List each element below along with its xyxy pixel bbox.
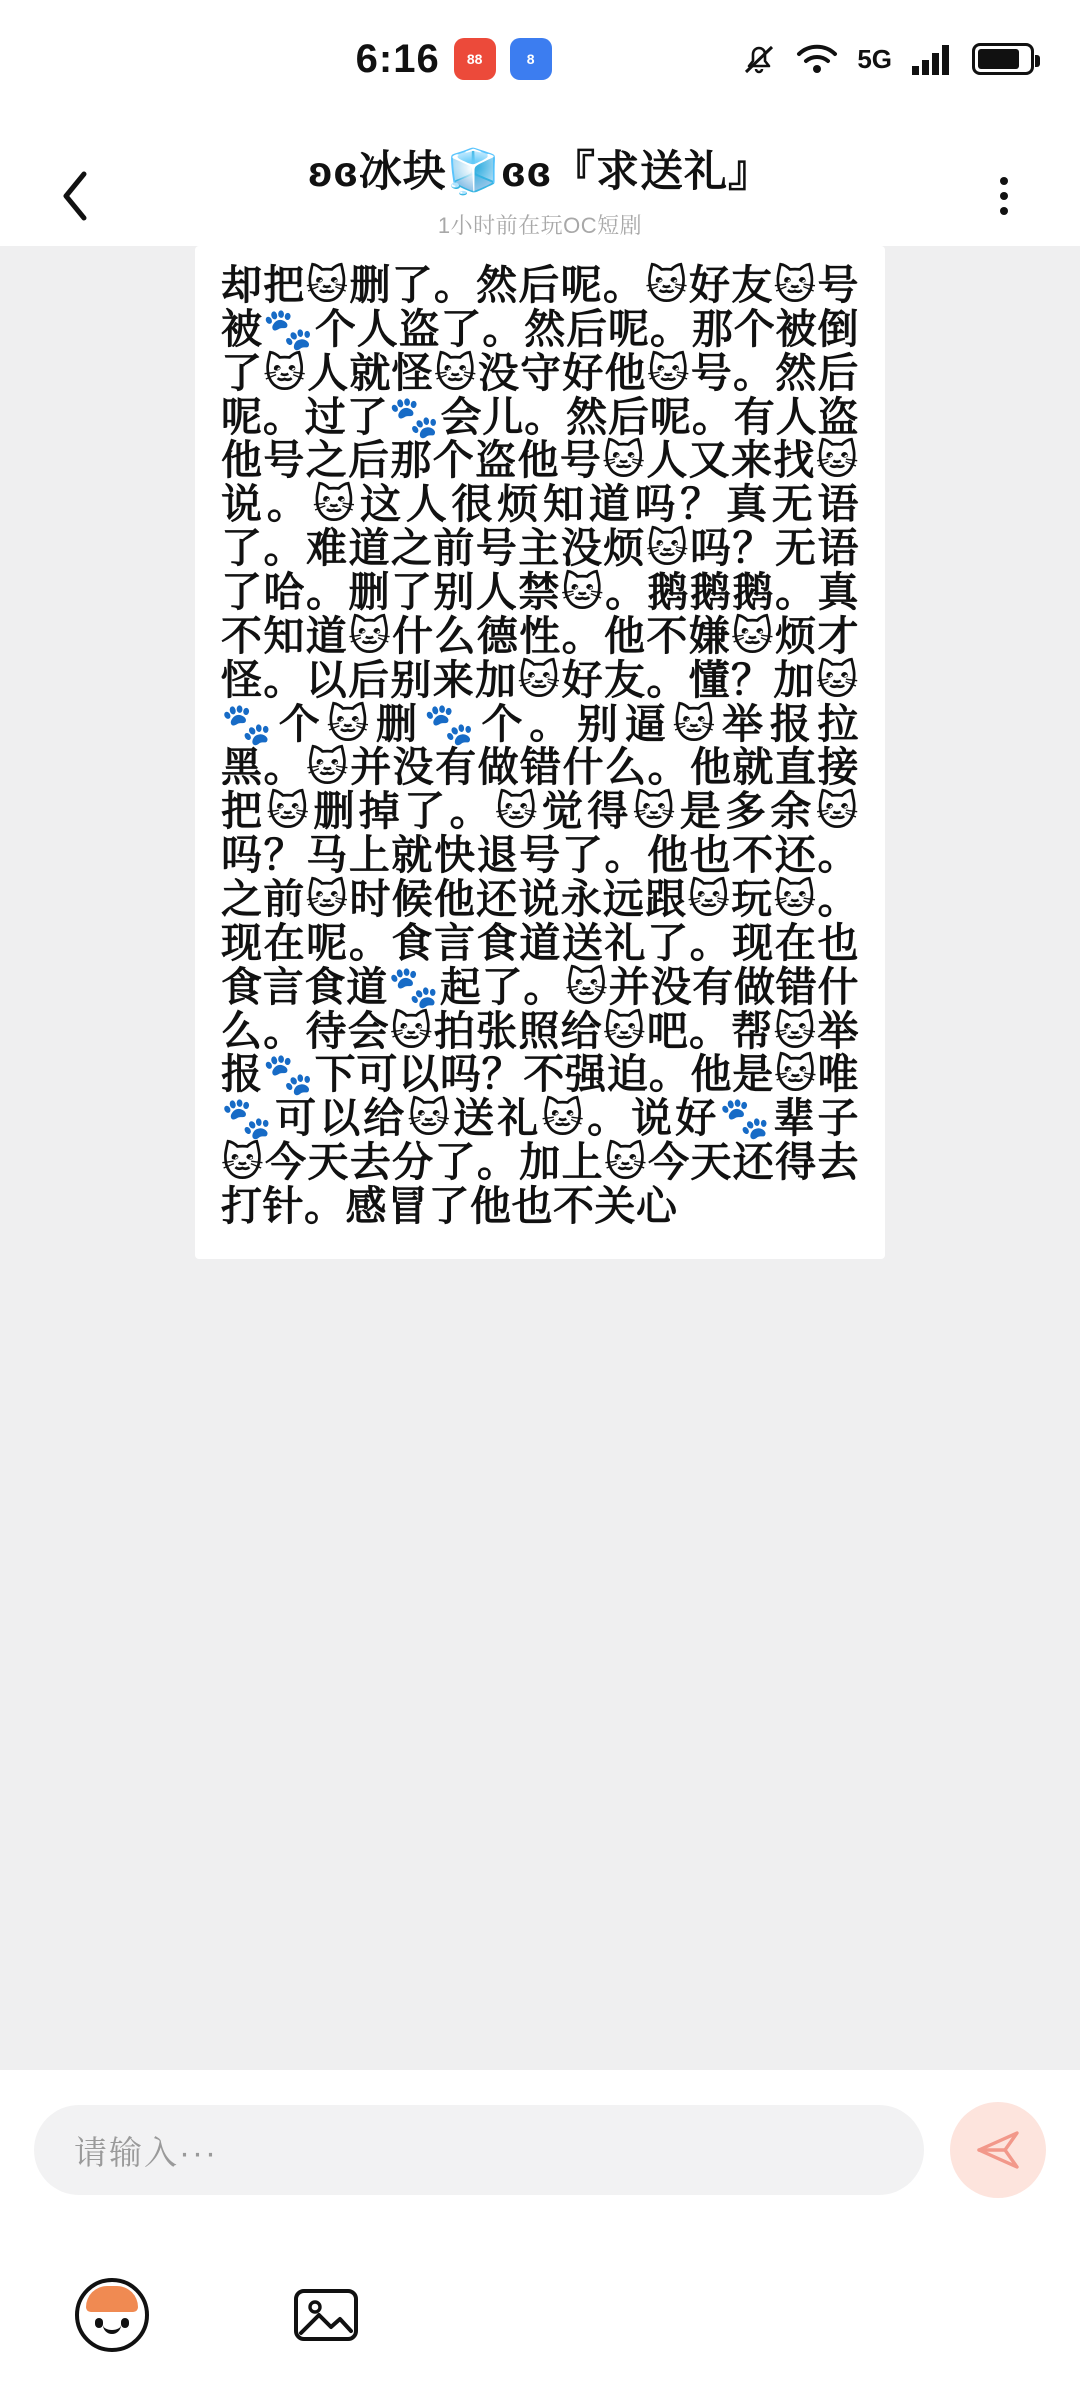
image-picker-icon[interactable]	[284, 2273, 368, 2357]
mute-icon	[741, 39, 777, 79]
battery-icon	[972, 43, 1034, 75]
status-bar-right	[741, 39, 1034, 79]
message-bubble[interactable]	[195, 246, 885, 1259]
page-subtitle: 1小时前在玩OC短剧	[437, 213, 643, 238]
status-bar-left	[166, 37, 741, 82]
page-title: ʚɞ冰块🧊ɞɞ『求送礼』	[307, 148, 773, 196]
app-header	[0, 118, 1080, 246]
notification-badge-blue: 8	[510, 38, 552, 80]
send-button[interactable]	[950, 2102, 1046, 2198]
message-input[interactable]: 请输入···	[34, 2105, 924, 2195]
message-text: 却把🐱删了。然后呢。🐱好友🐱号被🐾个人盗了。然后呢。那个被倒了🐱人就怪🐱没守好他🐱号。然后呢。过了🐾会儿。然后呢。有人盗他号之后那个盗他号🐱人又来找🐱说。🐱这人很烦知道吗？真无语了。难道之前号主没烦🐱吗？无语了哈。删了别人禁🐱。鹅鹅鹅。真不知道🐱什么德性。他不嫌🐱烦才怪。以后别来加🐱好友。懂？加🐱🐾个🐱删🐾个。别逼🐱举报拉黑。🐱并没有做错什么。他就直接把🐱删掉了。🐱觉得🐱是多余🐱吗？马上就快退号了。他也不还。之前🐱时候他还说永远跟🐱玩🐱。现在呢。食言食道送礼了。现在也食言食道🐾起了。🐱并没有做错什么。待会🐱拍张照给🐱吧。帮🐱举报🐾下可以吗？不强迫。他是🐱唯🐾可以给🐱送礼🐱。说好🐾辈子🐱今天去分了。加上🐱今天还得去打针。感冒了他也不关心	[221, 261, 859, 1231]
bottom-toolbar	[0, 2230, 1080, 2400]
network-type-label: 5G	[857, 43, 892, 74]
back-button[interactable]	[36, 156, 116, 236]
mascot-avatar-icon[interactable]	[70, 2273, 154, 2357]
message-input-bar	[0, 2070, 1080, 2230]
wifi-icon	[795, 42, 839, 76]
notification-badge-red: 88	[454, 38, 496, 80]
header-center	[116, 130, 964, 240]
message-list[interactable]	[0, 246, 1080, 2070]
status-time: 6:16	[355, 36, 440, 81]
status-bar	[0, 0, 1080, 118]
signal-icon	[910, 42, 954, 76]
more-vertical-icon[interactable]	[964, 156, 1044, 236]
